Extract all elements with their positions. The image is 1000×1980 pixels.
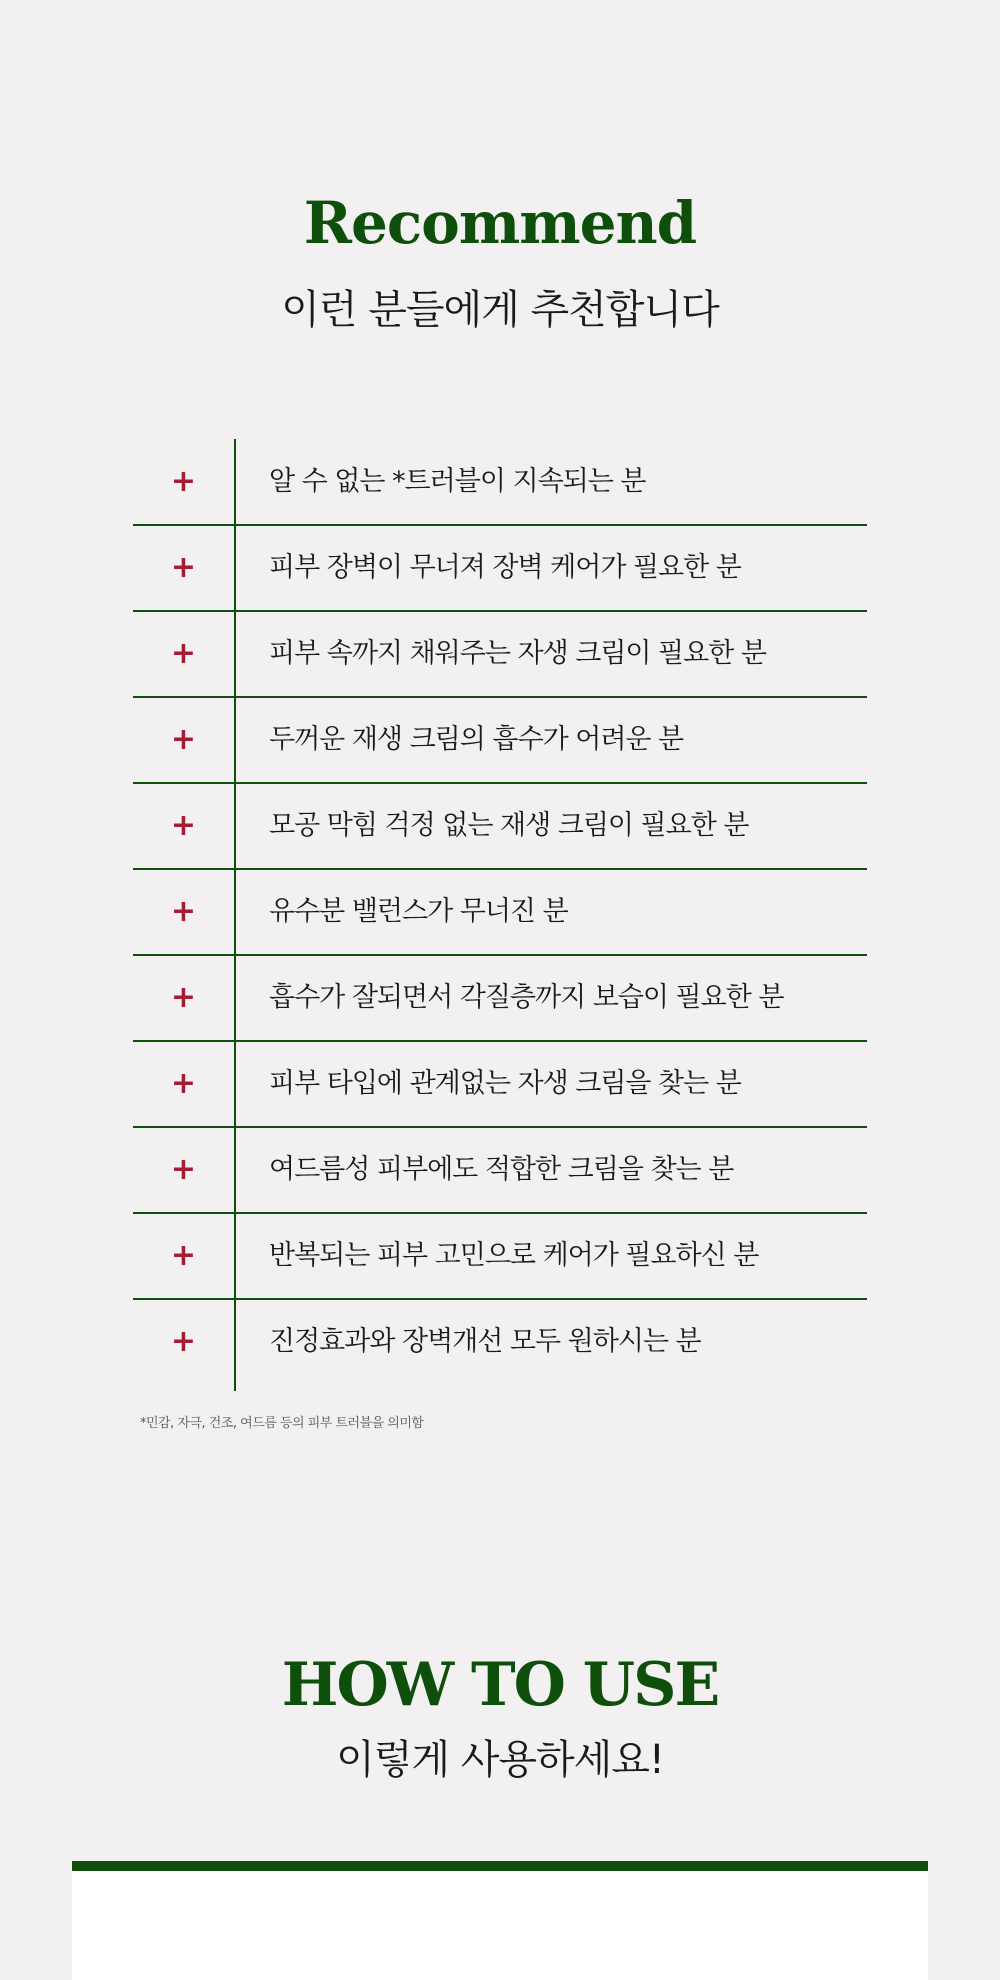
list-item [133, 1213, 867, 1299]
plus-icon: + [170, 1152, 197, 1187]
list-item-text: 두꺼운 재생 크림의 흡수가 어려운 분 [269, 724, 684, 755]
plus-icon: + [170, 1324, 197, 1359]
list-item-text: 반복되는 피부 고민으로 케어가 필요하신 분 [269, 1240, 759, 1271]
list-item-text: 진정효과와 장벽개선 모두 원하시는 분 [269, 1326, 701, 1357]
list-item-text: 흡수가 잘되면서 각질층까지 보습이 필요한 분 [269, 982, 784, 1013]
list-item-text: 알 수 없는 *트러블이 지속되는 분 [269, 466, 646, 497]
list-item [133, 1041, 867, 1127]
list-item [133, 1299, 867, 1385]
footnote: *민감, 자극, 건조, 여드름 등의 피부 트러블을 의미함 [140, 1416, 424, 1431]
plus-icon: + [170, 1238, 197, 1273]
panel-top-border [72, 1861, 928, 1871]
recommend-title: Recommend [303, 189, 697, 257]
plus-icon: + [170, 1066, 197, 1101]
list-item [133, 869, 867, 955]
plus-icon: + [170, 722, 197, 757]
list-item [133, 697, 867, 783]
recommend-list [133, 439, 867, 1391]
howto-subtitle: 이렇게 사용하세요! [336, 1737, 664, 1783]
list-item-text: 유수분 밸런스가 무너진 분 [269, 896, 568, 927]
plus-icon: + [170, 980, 197, 1015]
list-item [133, 525, 867, 611]
list-item [133, 955, 867, 1041]
list-item [133, 439, 867, 525]
list-item [133, 611, 867, 697]
plus-icon: + [170, 894, 197, 929]
list-item-text: 피부 속까지 채워주는 자생 크림이 필요한 분 [269, 638, 766, 669]
list-item-text: 여드름성 피부에도 적합한 크림을 찾는 분 [269, 1154, 734, 1185]
plus-icon: + [170, 464, 197, 499]
list-item-text: 모공 막힘 걱정 없는 재생 크림이 필요한 분 [269, 810, 749, 841]
list-item [133, 783, 867, 869]
plus-icon: + [170, 808, 197, 843]
list-item [133, 1127, 867, 1213]
howto-title: HOW TO USE [281, 1650, 719, 1720]
recommend-subtitle: 이런 분들에게 추천합니다 [281, 287, 719, 333]
howto-panel [72, 1861, 928, 1980]
plus-icon: + [170, 636, 197, 671]
list-item-text: 피부 타입에 관계없는 자생 크림을 찾는 분 [269, 1068, 741, 1099]
list-item-text: 피부 장벽이 무너져 장벽 케어가 필요한 분 [269, 552, 741, 583]
plus-icon: + [170, 550, 197, 585]
